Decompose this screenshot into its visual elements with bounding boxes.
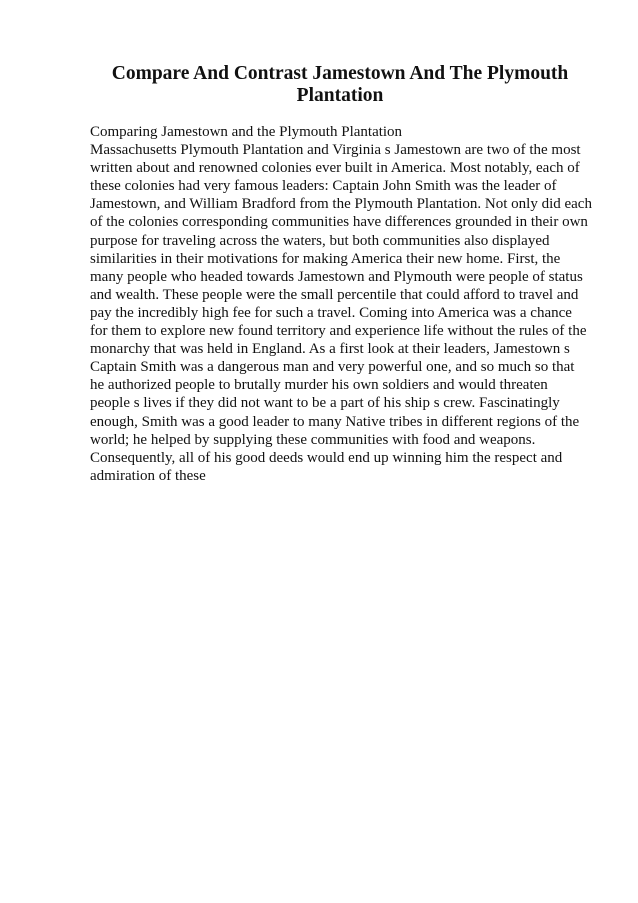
body-line: Jamestown, and William Bradford from the Plymouth Plantation. Not only did each xyxy=(90,196,592,213)
body-text xyxy=(90,123,592,485)
body-line: similarities in their motivations for making America their new home. First, the xyxy=(90,250,561,267)
body-line: purpose for traveling across the waters, but both communities also displayed xyxy=(90,232,550,249)
body-line: written about and renowned colonies ever built in America. Most notably, each of xyxy=(90,160,580,177)
body-line: monarchy that was held in England. As a first look at their leaders, Jamestown s xyxy=(90,341,570,358)
body-line: pay the incredibly high fee for such a travel. Coming into America was a chance xyxy=(90,304,572,321)
body-line: Captain Smith was a dangerous man and very powerful one, and so much so that xyxy=(90,359,575,376)
body-line: of the colonies corresponding communities have differences grounded in their own xyxy=(90,214,588,231)
body-line: and wealth. These people were the small percentile that could afford to travel and xyxy=(90,286,579,303)
body-line: Consequently, all of his good deeds would end up winning him the respect and xyxy=(90,449,563,466)
body-line: Comparing Jamestown and the Plymouth Plantation xyxy=(90,124,403,140)
body-line: people s lives if they did not want to be a part of his ship s crew. Fascinatingly xyxy=(90,395,560,412)
body-line: world; he helped by supplying these communities with food and weapons. xyxy=(90,431,536,448)
body-line: these colonies had very famous leaders: Captain John Smith was the leader of xyxy=(90,178,557,195)
body-line: for them to explore new found territory and experience life without the rules of the xyxy=(90,323,587,340)
body-line: admiration of these xyxy=(90,467,206,484)
body-line: many people who headed towards Jamestown and Plymouth were people of status xyxy=(90,268,583,285)
body-line: enough, Smith was a good leader to many Native tribes in different regions of the xyxy=(90,413,580,430)
body-line: he authorized people to brutally murder his own soldiers and would threaten xyxy=(90,377,548,394)
body-line: Massachusetts Plymouth Plantation and Virginia s Jamestown are two of the most xyxy=(90,142,581,159)
page-title: Compare And Contrast Jamestown And The Plymouth Plantation xyxy=(111,63,569,106)
